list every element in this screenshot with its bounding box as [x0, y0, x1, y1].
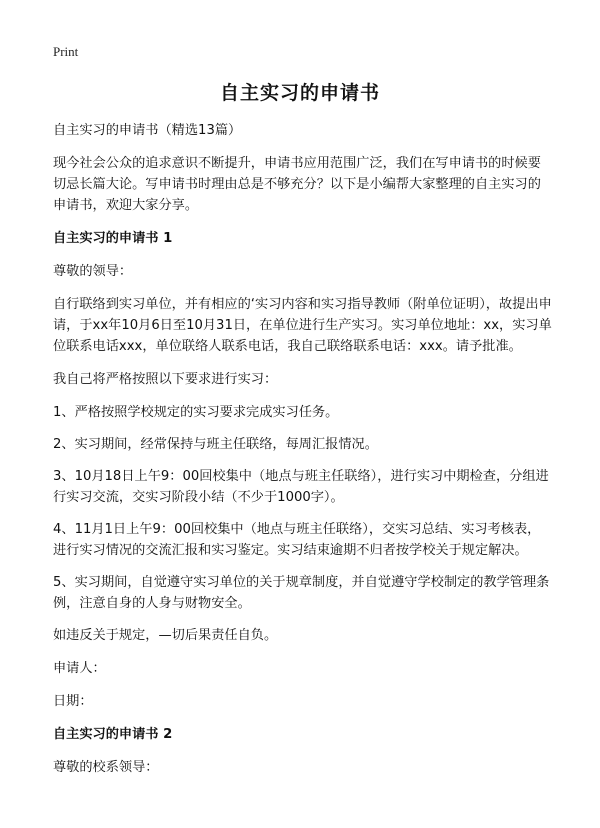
body-paragraph-1: 自行联络到实习单位，并有相应的‘实习内容和实习指导教师（附单位证明），故提出申请，于xx年10月6日至10月31日，在单位进行生产实习。实习单位地址：xx，实习单位联系电话xxx，单位联络人联系电话，我自己联络联系电话：xxx。请予批准。	[53, 297, 552, 354]
closing-line: 如违反关于规定，—切后果责任自负。	[53, 628, 278, 643]
intro-paragraph: 现今社会公众的追求意识不断提升，申请书应用范围广泛，我们在写申请书的时候要切忌长篇大论。写申请书时理由总是不够充分？以下是小编帮大家整理的自主实习的申请书，欢迎大家分享。	[53, 156, 541, 213]
salutation-2: 尊敬的校系领导：	[53, 760, 159, 775]
document-subtitle: 自主实习的申请书（精选13篇）	[53, 123, 242, 138]
section-heading-1: 自主实习的申请书 1	[53, 231, 173, 246]
print-label[interactable]: Print	[53, 44, 79, 59]
requirements-intro: 我自己将严格按照以下要求进行实习：	[53, 372, 278, 387]
list-item: 1、严格按照学校规定的实习要求完成实习任务。	[53, 405, 339, 420]
list-item: 4、11月1日上午9：00回校集中（地点与班主任联络），交实习总结、实习考核表，进行实习情况的交流汇报和实习鉴定。实习结束逾期不归者按学校关于规定解决。	[53, 522, 541, 558]
applicant-label: 申请人：	[53, 661, 106, 676]
document-content	[53, 120, 552, 790]
list-item: 3、10月18日上午9：00回校集中（地点与班主任联络），进行实习中期检查，分组进行实习交流，交实习阶段小结（不少于1000字）。	[53, 469, 549, 505]
salutation-1: 尊敬的领导：	[53, 264, 133, 279]
page-title: 自主实习的申请书	[219, 82, 380, 104]
section-heading-2: 自主实习的申请书 2	[53, 727, 173, 742]
list-item: 5、实习期间，自觉遵守实习单位的关于规章制度，并自觉遵守学校制定的教学管理条例，注意自身的人身与财物安全。	[53, 575, 550, 611]
date-label: 日期：	[53, 694, 93, 709]
list-item: 2、实习期间，经常保持与班主任联络，每周汇报情况。	[53, 437, 378, 452]
